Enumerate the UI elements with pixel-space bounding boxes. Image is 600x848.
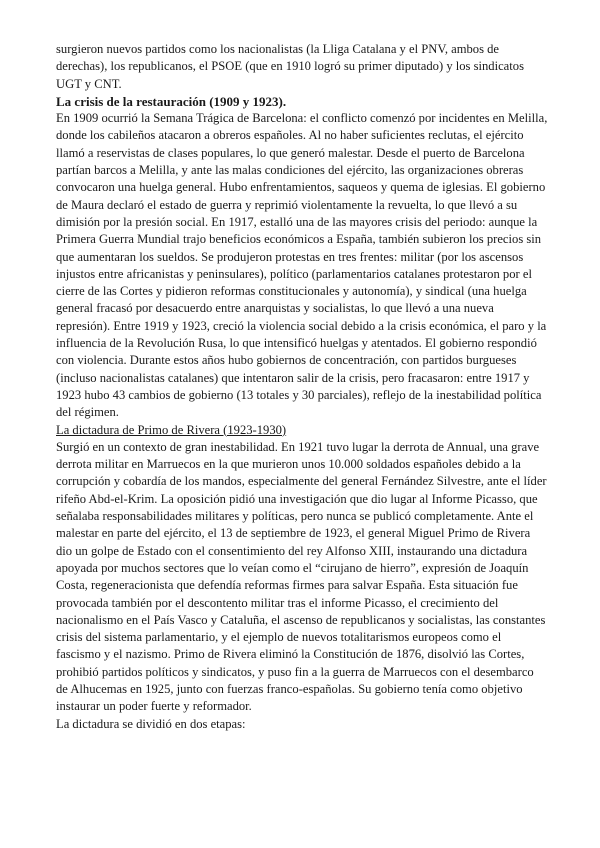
document-page: [56, 41, 548, 733]
closing-line: La dictadura se dividió en dos etapas:: [56, 716, 246, 731]
section-body-crisis: En 1909 ocurrió la Semana Trágica de Barcelona: el conflicto comenzó por incidentes en Melilla, donde los cabileños atacaron a obreros españoles. Al no haber suficientes reclutas, el ejército llamó a reservistas de clases populares, lo que generó malestar. Desde el puerto de Barcelona partían barcos a Melilla, y ante las malas condiciones del ejército, las organizaciones obreras convocaron una huelga general. Hubo enfrentamientos, saqueos y quema de iglesias. El gobierno de Maura declaró el estado de guerra y reprimió violentamente la revuelta, lo que llevó a su dimisión por la presión social. En 1917, estalló una de las mayores crisis del periodo: aunque la Primera Guerra Mundial trajo beneficios económicos a España, también subieron los precios sin que aumentaran los sueldos. Se produjeron protestas en tres frentes: militar (por los ascensos injustos entre africanistas y peninsulares), político (parlamentarios catalanes protestaron por el cierre de las Cortes y pidieron reformas constitucionales y autonomía), y sindical (una huelga general fracasó por desacuerdo entre anarquistas y socialistas, lo que llevó a una nueva represión). Entre 1919 y 1923, creció la violencia social debido a la crisis económica, el paro y la influencia de la Revolución Rusa, lo que intensificó huelgas y atentados. El gobierno respondió con violencia. Durante estos años hubo gobiernos de concentración, con partidos burgueses (incluso nacionalistas catalanes) que intentaron salir de la crisis, pero fracasaron: entre 1917 y 1923 hubo 43 cambios de gobierno (13 totales y 30 parciales), reflejo de la inestabilidad política del régimen.: [56, 111, 548, 420]
section-heading-crisis: La crisis de la restauración (1909 y 1923).: [56, 93, 287, 109]
intro-paragraph: surgieron nuevos partidos como los nacionalistas (la Lliga Catalana y el PNV, ambos de derechas), los republicanos, el PSOE (que en 1910 logró su primer diputado) y los sindicatos UGT y CNT.: [56, 42, 524, 91]
section-heading-dictadura: La dictadura de Primo de Rivera (1923-1930): [56, 422, 287, 437]
section-body-dictadura: Surgió en un contexto de gran inestabilidad. En 1921 tuvo lugar la derrota de Annual, una grave derrota militar en Marruecos en la que murieron unos 10.000 soldados españoles debido a la corrupción y cobardía de los mandos, especialmente del general Fernández Silvestre, ante el líder rifeño Abd-el-Krim. La oposición pidió una investigación que dio lugar al Informe Picasso, que señalaba responsabilidades militares y políticas, pero nunca se publicó completamente. Ante el malestar en parte del ejército, el 13 de septiembre de 1923, el general Miguel Primo de Rivera dio un golpe de Estado con el consentimiento del rey Alfonso XIII, instaurando una dictadura apoyada por muchos sectores que lo veían como el “cirujano de hierro”, expresión de Joaquín Costa, regeneracionista que defendía reformas firmes para salvar España. Esta situación fue provocada también por el descontento militar tras el informe Picasso, el crecimiento del nacionalismo en el País Vasco y Cataluña, el ascenso de republicanos y socialistas, las constantes crisis del sistema parlamentario, y el ejemplo de nuevos totalitarismos europeos como el fascismo y el nazismo. Primo de Rivera eliminó la Constitución de 1876, disolvió las Cortes, prohibió partidos políticos y sindicatos, y puso fin a la guerra de Marruecos con el desembarco de Alhucemas en 1925, junto con fuerzas franco-españolas. Su gobierno tenía como objetivo instaurar un poder fuerte y reformador.: [56, 439, 547, 714]
